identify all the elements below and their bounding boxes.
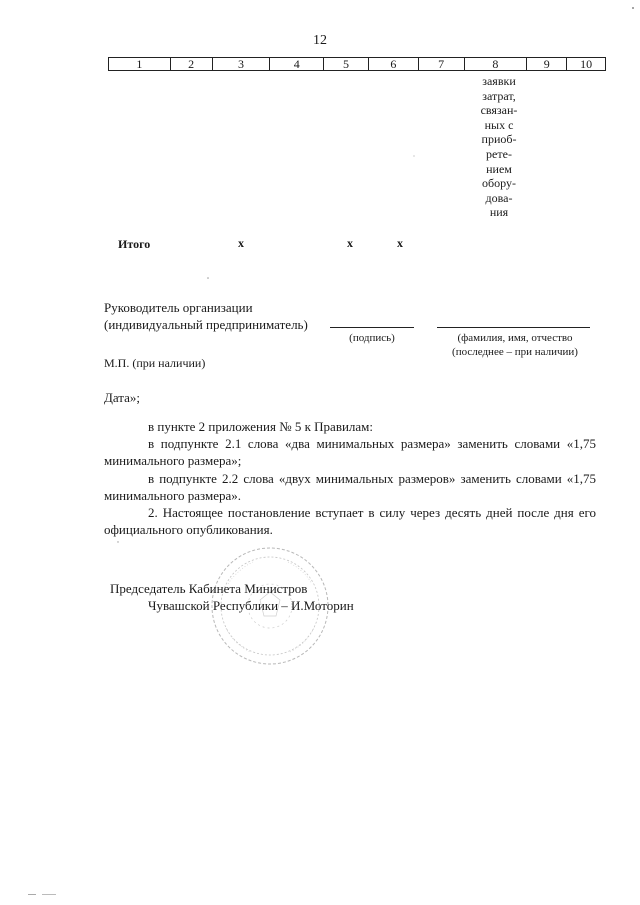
column-number-4: 4 [270, 58, 324, 70]
signature-underline [330, 327, 414, 328]
column-number-2: 2 [171, 58, 213, 70]
amendment-paragraph: в подпункте 2.1 слова «два минимальных размера» заменить словами «1,75 минимального размера»; [104, 436, 596, 469]
column8-line: рете- [486, 146, 512, 161]
column-number-8: 8 [465, 58, 528, 70]
column8-line: ния [489, 205, 509, 220]
column-number-6: 6 [369, 58, 419, 70]
column-number-9: 9 [527, 58, 567, 70]
name-caption [440, 331, 590, 359]
amendment-paragraph: 2. Настоящее постановление вступает в силу через десять дней после дня его официального опубликования. [104, 505, 596, 538]
signature-caption: (подпись) [349, 332, 395, 344]
column-number-5: 5 [324, 58, 369, 70]
amendment-paragraph: в подпункте 2.2 слова «двух минимальных размеров» заменить словами «1,75 минимального размера». [104, 470, 596, 503]
column-number-7: 7 [419, 58, 465, 70]
date-line: Дата»; [104, 390, 141, 405]
name-caption-line: (последнее – при наличии) [452, 346, 578, 358]
total-row-mark: x [397, 236, 403, 250]
column8-line: дова- [485, 190, 513, 205]
signatory-title: Председатель Кабинета Министров [110, 581, 308, 596]
signatory-name: Чувашской Республики – И.Моторин [148, 598, 354, 613]
name-caption-line: (фамилия, имя, отчество [457, 332, 573, 344]
column-number-10: 10 [580, 57, 593, 71]
column8-continuation-text [474, 74, 524, 220]
page-number: 12 [313, 33, 327, 48]
column8-line: заявки [482, 74, 516, 88]
table-column-number-row [108, 57, 606, 71]
column8-line: затрат, [482, 88, 516, 103]
seal-placeholder: М.П. (при наличии) [104, 356, 206, 370]
column8-line: ных с [484, 117, 514, 132]
column-number-1: 1 [109, 58, 171, 70]
signatory-block [110, 580, 354, 614]
total-row-mark: x [238, 236, 244, 250]
name-underline [437, 327, 590, 328]
organization-head-label [104, 299, 308, 333]
column8-line: связан- [480, 103, 518, 118]
column8-line: обору- [482, 176, 516, 191]
amendment-paragraph: в пункте 2 приложения № 5 к Правилам: [148, 419, 374, 434]
column8-line: приоб- [481, 132, 517, 147]
head-line: Руководитель организации [104, 300, 253, 315]
total-row-label: Итого [118, 237, 151, 251]
column8-line: нием [486, 161, 512, 176]
amendment-text [104, 418, 596, 538]
total-row-mark: x [347, 236, 353, 250]
column-number-3: 3 [213, 58, 271, 70]
head-line: (индивидуальный предприниматель) [104, 317, 308, 332]
